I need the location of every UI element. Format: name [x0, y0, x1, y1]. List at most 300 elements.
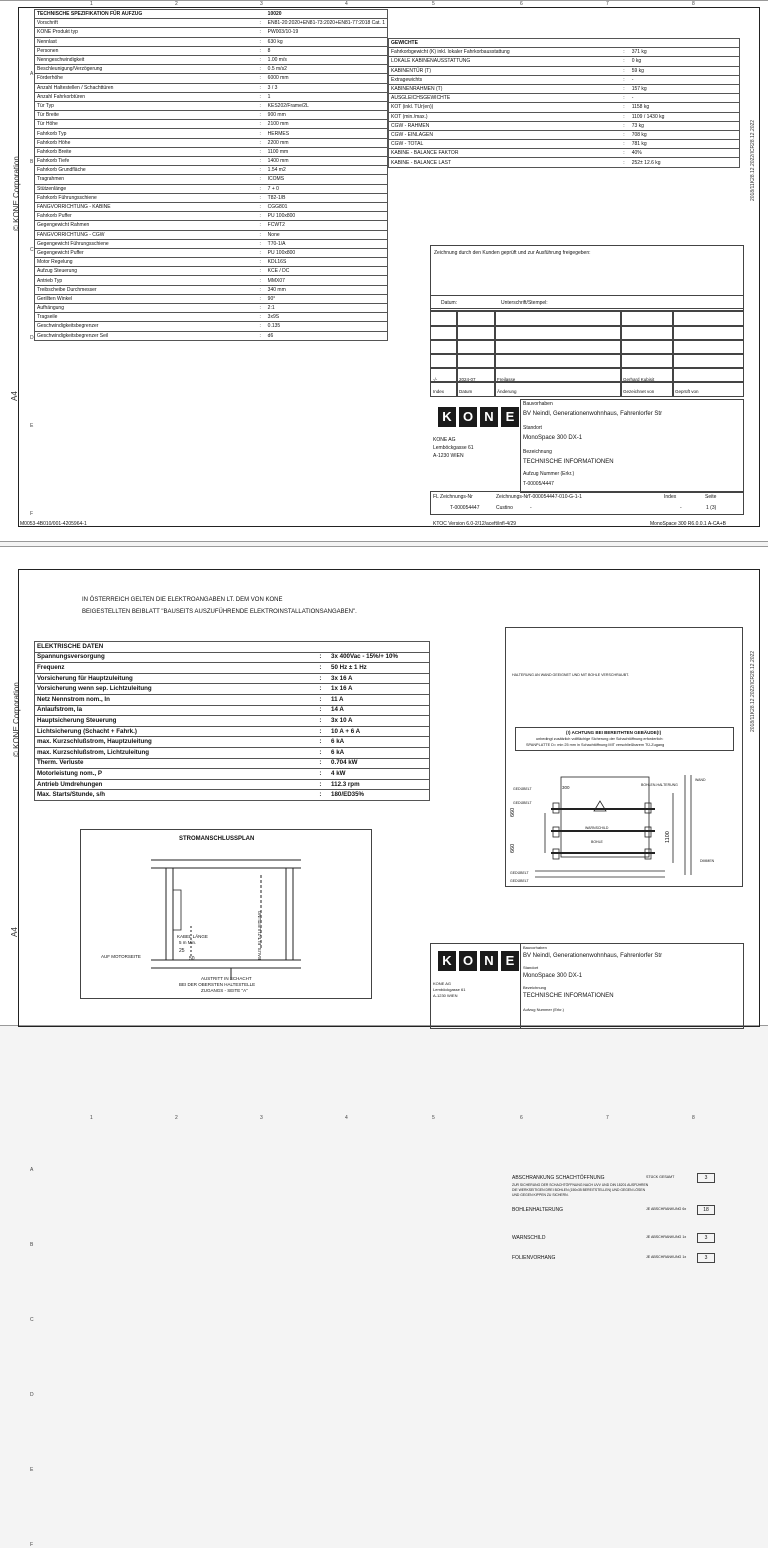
- separator: :: [255, 138, 266, 147]
- row-value: 157 kg: [630, 84, 740, 93]
- separator: :: [618, 130, 630, 139]
- table-row: [35, 652, 430, 663]
- aufzug-label: Aufzug Nummer (Erkr.): [523, 471, 575, 477]
- table-row: [35, 138, 388, 147]
- separator: :: [255, 313, 266, 322]
- kone-logo-letter: N: [480, 407, 498, 427]
- label-gedubelt-4: GEDÜBELT: [510, 879, 529, 883]
- row-label: Gerillten Winkel: [35, 294, 255, 303]
- index-value: -: [680, 505, 682, 511]
- row-value: 3x9S: [266, 313, 388, 322]
- footer-left: M0053-4B010/001-4205964-1: [20, 521, 87, 527]
- barrier-item-label: BOHLENHALTERUNG: [512, 1207, 564, 1213]
- power-connection-plan: [80, 829, 372, 999]
- row-value: 8: [266, 46, 388, 55]
- row-label: Spannungsversorgung: [35, 652, 312, 663]
- a4-label: A4: [10, 391, 19, 401]
- separator: :: [255, 322, 266, 331]
- separator: :: [312, 663, 329, 674]
- row-value: 3x 16 A: [329, 673, 429, 684]
- label-gedubelt-3: GEDÜBELT: [510, 871, 529, 875]
- row-value: 2200 mm: [266, 138, 388, 147]
- table-row: [35, 758, 430, 769]
- separator: :: [255, 212, 266, 221]
- dim-660-bottom: 660: [510, 843, 516, 853]
- table-row: [389, 94, 740, 103]
- label-wand: WAND: [695, 778, 706, 782]
- row-letter: A: [30, 1167, 34, 1173]
- row-value: PU 100x800: [266, 248, 388, 257]
- table-row: [35, 157, 388, 166]
- table-row: [389, 103, 740, 112]
- row-label: LOKALE KABINENAUSSTATTUNG: [389, 57, 619, 66]
- column-number: 1: [90, 1115, 93, 1121]
- barrier-item-label: ABSCHRANKUNG SCHACHTÖFFNUNG: [512, 1175, 605, 1181]
- row-label: Netz Nennstrom nom., In: [35, 694, 312, 705]
- kone-logo: [438, 407, 519, 427]
- separator: :: [255, 147, 266, 156]
- revision-text: Gerhard Kubisit: [623, 377, 655, 382]
- row-value: KCE / DC: [266, 267, 388, 276]
- row-value: FCWT2: [266, 221, 388, 230]
- separator: :: [255, 304, 266, 313]
- separator: :: [312, 716, 329, 727]
- bauvorhaben-label: Bauvorhaben: [523, 401, 553, 407]
- table-row: [35, 92, 388, 101]
- row-value: KDL16S: [266, 258, 388, 267]
- row-letter: B: [30, 1242, 34, 1248]
- dim-300: 300: [562, 785, 570, 790]
- row-value: T82-1/B: [266, 193, 388, 202]
- fl-drawing-label: FL Zeichnungs-Nr: [433, 494, 473, 500]
- separator: :: [255, 157, 266, 166]
- row-value: 1400 mm: [266, 157, 388, 166]
- separator: :: [618, 140, 630, 149]
- separator: :: [312, 769, 329, 780]
- bauvorhaben-value: BV Neindl, Generationenwohnhaus, Fahrenlorfer Str: [523, 411, 663, 417]
- separator: :: [312, 726, 329, 737]
- separator: :: [255, 46, 266, 55]
- row-letter: F: [30, 1542, 34, 1548]
- row-label: Vorschrift: [35, 19, 255, 28]
- barrier-note: UND GEGEN KIPPEN ZU SICHERN.: [512, 1193, 569, 1197]
- separator: :: [618, 149, 630, 158]
- notice-line-2: BEIGESTELLTEN BEIBLATT "BAUSEITS AUSZUFÜHRENDE ELEKTROINSTALLATIONSANGABEN".: [82, 609, 357, 615]
- separator: :: [255, 267, 266, 276]
- separator: :: [255, 166, 266, 175]
- separator: :: [618, 75, 630, 84]
- row-letter: F: [30, 511, 34, 517]
- row-label: Fahrkorb Puffer: [35, 212, 255, 221]
- row-label: Fahrkorb Grundfläche: [35, 166, 255, 175]
- row-label: Fahrkorb Tiefe: [35, 157, 255, 166]
- table-row: [35, 10, 388, 19]
- table-row: [35, 673, 430, 684]
- row-label: Beschleunigung/Verzögerung: [35, 65, 255, 74]
- cable-length-label: KABEL LÄNGE: [177, 934, 208, 939]
- separator: :: [255, 74, 266, 83]
- row-value: 11 A: [329, 694, 429, 705]
- kone-logo-letter: E: [501, 407, 519, 427]
- bauvorhaben-value: BV Neindl, Generationenwohnhaus, Fahrenlorfer Str: [523, 953, 663, 959]
- row-label: KOT (inkl. TUr(en)): [389, 103, 619, 112]
- separator: :: [312, 705, 329, 716]
- dim-50: 50: [189, 956, 195, 962]
- row-value: 180/ED35%: [329, 790, 429, 801]
- row-label: KOT (min./max.): [389, 112, 619, 121]
- row-label: Tragrahmen: [35, 175, 255, 184]
- table-row: [35, 642, 430, 653]
- revision-stamp: 2018/11K28.12.2022/ICR28.12.2022: [750, 119, 756, 201]
- table-row: [35, 129, 388, 138]
- table-row: [35, 37, 388, 46]
- row-label: max. Kurzschlußstrom, Lichtzuleitung: [35, 747, 312, 758]
- table-row: [35, 221, 388, 230]
- aufzug-value: T-00005/4447: [523, 481, 554, 487]
- barrier-item-qty: 3: [697, 1173, 715, 1183]
- row-letter: C: [30, 1317, 34, 1323]
- row-label: Fahrkorb Höhe: [35, 138, 255, 147]
- table-row: [35, 46, 388, 55]
- row-value: 1: [266, 92, 388, 101]
- label-gedubelt-1: GEDÜBELT: [513, 787, 532, 791]
- row-label: TECHNISCHE SPEZIFIKATION FÜR AUFZUG: [35, 10, 255, 19]
- revision-text: Datum: [459, 389, 473, 394]
- page-value: 1 (3): [706, 505, 717, 511]
- table-row: [35, 19, 388, 28]
- separator: :: [618, 57, 630, 66]
- label-warnschild: WARNSCHILD: [585, 826, 609, 830]
- row-value: PU 100x800: [266, 212, 388, 221]
- row-value: HERMES: [266, 129, 388, 138]
- separator: :: [312, 694, 329, 705]
- warning-line-3: SPANPLATTE D= min 25 mm in Schachtöffnung MIT verschließbarem TÜ-Zugang: [526, 743, 665, 747]
- table-row: [35, 83, 388, 92]
- column-number: 3: [260, 1, 263, 7]
- kone-logo-letter: O: [459, 951, 477, 971]
- row-value: 1.54 m2: [266, 166, 388, 175]
- row-label: Gegengewicht Führungsschiene: [35, 239, 255, 248]
- separator: :: [255, 37, 266, 46]
- row-value: 0.704 kW: [329, 758, 429, 769]
- barrier-item-rule: JE ABSCHRANKUNG 1x: [646, 1255, 687, 1259]
- company-line-2: Lemböckgasse 61: [433, 445, 474, 451]
- row-label: CGW - RAHMEN: [389, 121, 619, 130]
- revision-stamp: 2018/11K28.12.2022/ICR28.12.2022: [750, 650, 756, 732]
- row-letter: A: [30, 71, 34, 77]
- row-value: 7 + 0: [266, 184, 388, 193]
- label-gedubelt-2: GEDÜBELT: [513, 801, 532, 805]
- row-label: Geschwindigkeitsbegrenzer: [35, 322, 255, 331]
- separator: :: [255, 285, 266, 294]
- table-row: [35, 193, 388, 202]
- table-row: [35, 294, 388, 303]
- row-label: CGW - TOTAL: [389, 140, 619, 149]
- row-value: [329, 642, 429, 653]
- table-row: [35, 55, 388, 64]
- row-label: Frequenz: [35, 663, 312, 674]
- revision-text: Änderung: [497, 389, 517, 394]
- row-label: Tür Höhe: [35, 120, 255, 129]
- row-value: 1.00 m/s: [266, 55, 388, 64]
- separator: :: [255, 230, 266, 239]
- custino-label: Custino: [496, 505, 513, 511]
- company-line-1: KONE AG: [433, 437, 456, 443]
- row-label: Tragseile: [35, 313, 255, 322]
- footer-mid: KTOC Version 6.0-2/12/aceft/infl-4/29: [433, 521, 517, 527]
- kone-corporation-label: © KONE Corporation: [12, 156, 21, 231]
- row-label: Nennlast: [35, 37, 255, 46]
- row-value: CGG801: [266, 202, 388, 211]
- custino-value: -: [530, 505, 532, 511]
- kone-logo-letter: E: [501, 951, 519, 971]
- standort-label: Standort: [523, 425, 542, 431]
- index-label: Index: [664, 494, 677, 500]
- row-label: KABINENTÜR (T): [389, 66, 619, 75]
- bezeichnung-label: Bezeichnung: [523, 449, 552, 455]
- table-row: [35, 147, 388, 156]
- separator: :: [312, 737, 329, 748]
- separator: [312, 642, 329, 653]
- row-label: Max. Starts/Stunde, s/h: [35, 790, 312, 801]
- table-row: [35, 230, 388, 239]
- row-value: None: [266, 230, 388, 239]
- fl-drawing-value: T-000054447: [450, 505, 480, 511]
- separator: :: [255, 276, 266, 285]
- table-row: [389, 57, 740, 66]
- drawing-sheet-2: [0, 546, 768, 1548]
- electrical-data-table: [34, 641, 430, 801]
- separator: :: [312, 652, 329, 663]
- exit-label-1: AUSTRITT IN SCHACHT: [201, 976, 252, 981]
- separator: :: [255, 92, 266, 101]
- row-label: Lichtsicherung (Schacht + Fahrk.): [35, 726, 312, 737]
- table-row: [35, 684, 430, 695]
- separator: :: [618, 94, 630, 103]
- bezeichnung-label: Bezeichnung: [523, 985, 547, 990]
- row-label: Vorsicherung wenn sep. Lichtzuleitung: [35, 684, 312, 695]
- table-row: [35, 120, 388, 129]
- separator: [255, 10, 266, 19]
- row-label: Extragewichts: [389, 75, 619, 84]
- row-label: Fahrkorbgewicht (K) inkl. lokaler Fahrkorbausstattung: [389, 48, 619, 57]
- table-row: [35, 726, 430, 737]
- separator: :: [312, 790, 329, 801]
- row-value: 40%: [630, 149, 740, 158]
- row-label: Fahrkorb Führungsschiene: [35, 193, 255, 202]
- barrier-item-qty: 3: [697, 1253, 715, 1263]
- row-value: 0 kg: [630, 57, 740, 66]
- table-row: [389, 66, 740, 75]
- row-label: Motor Regelung: [35, 258, 255, 267]
- table-row: [35, 285, 388, 294]
- table-row: [35, 304, 388, 313]
- approval-text: Zeichnung durch den Kunden geprüft und zur Ausführung freigegeben:: [434, 250, 591, 256]
- separator: :: [255, 111, 266, 120]
- row-value: 4 kW: [329, 769, 429, 780]
- barrier-item-qty: 18: [697, 1205, 715, 1215]
- barrier-item-rule: STÜCK GESAMT: [646, 1175, 675, 1179]
- separator: :: [255, 331, 266, 340]
- separator: :: [255, 258, 266, 267]
- row-label: Tür Breite: [35, 111, 255, 120]
- separator: :: [618, 103, 630, 112]
- row-label: Stützenlänge: [35, 184, 255, 193]
- standort-value: MonoSpace 300 DX-1: [523, 435, 583, 441]
- barrier-item-rule: JE ABSCHRANKUNG 1x: [646, 1235, 687, 1239]
- row-label: KONE Produkt typ: [35, 28, 255, 37]
- row-label: Aufzug Steuerung: [35, 267, 255, 276]
- row-value: 900 mm: [266, 111, 388, 120]
- column-number: 1: [90, 1, 93, 7]
- separator: :: [255, 101, 266, 110]
- row-label: ELEKTRISCHE DATEN: [35, 642, 312, 653]
- table-row: [35, 331, 388, 340]
- notice-line-1: IN ÖSTERREICH GELTEN DIE ELEKTROANGABEN LT. DEM VON KONE: [82, 597, 283, 603]
- barrier-note: ZUR SICHERUNG DER SCHACHTÖFFNUNG NACH UVV UND DIN 18201 AUSFÜHREN: [512, 1183, 649, 1187]
- company-line-3: A-1230 WIEN: [433, 993, 458, 998]
- label-dimmen: DIMMEN: [700, 859, 715, 863]
- row-label: Personen: [35, 46, 255, 55]
- row-value: EN81-20:2020+EN81-73:2020+EN81-77:2018 Cat. 1: [266, 19, 388, 28]
- row-letter: B: [30, 159, 34, 165]
- row-label: Aufhängung: [35, 304, 255, 313]
- row-value: MMX07: [266, 276, 388, 285]
- row-value: 1109 / 1430 kg: [630, 112, 740, 121]
- table-row: [389, 48, 740, 57]
- row-label: Fahrkorb Typ: [35, 129, 255, 138]
- row-value: 6 kA: [329, 747, 429, 758]
- revision-text: Geprüft von: [675, 389, 699, 394]
- row-label: Anzahl Fahrkorbtüren: [35, 92, 255, 101]
- table-row: [35, 101, 388, 110]
- row-label: Treibscheibe Durchmesser: [35, 285, 255, 294]
- row-label: CGW - EINLAGEN: [389, 130, 619, 139]
- revision-text: Gezeichnet von: [623, 389, 655, 394]
- table-row: [35, 694, 430, 705]
- separator: :: [312, 758, 329, 769]
- row-value: [630, 39, 740, 48]
- row-value: 3 / 3: [266, 83, 388, 92]
- row-label: Antrieb Umdrehungen: [35, 779, 312, 790]
- table-row: [35, 663, 430, 674]
- column-number: 3: [260, 1115, 263, 1121]
- separator: :: [618, 84, 630, 93]
- table-row: [389, 130, 740, 139]
- shaft-barrier-drawing: [505, 753, 741, 883]
- kone-corporation-label: © KONE Corporation: [12, 682, 21, 757]
- column-number: 7: [606, 1115, 609, 1121]
- separator: :: [255, 55, 266, 64]
- row-label: Antrieb Typ: [35, 276, 255, 285]
- standort-value: MonoSpace 300 DX-1: [523, 973, 583, 979]
- label-bohlenhalterung: BOHLEN-HALTERUNG: [641, 783, 678, 787]
- separator: :: [255, 239, 266, 248]
- row-label: Geschwindigkeitsbegrenzer Seil: [35, 331, 255, 340]
- dim-25: 25: [179, 948, 185, 954]
- row-value: 252± 12.6 kg: [630, 158, 740, 167]
- row-value: ICOMS: [266, 175, 388, 184]
- column-number: 5: [432, 1, 435, 7]
- row-value: 73 kg: [630, 121, 740, 130]
- table-row: [35, 267, 388, 276]
- table-row: [35, 65, 388, 74]
- revision-text: 2024-07: [459, 377, 476, 382]
- aufzug-label: Aufzug Nummer (Erkr.): [523, 1007, 564, 1012]
- barrier-note: DIE WERKSEITIGEN DREI BOHLEN (150x35 BEREITSTELLEN) UND GEGEN LÖSEN: [512, 1188, 646, 1192]
- table-row: [389, 149, 740, 158]
- separator: :: [618, 158, 630, 167]
- table-row: [35, 705, 430, 716]
- row-label: KABINE - BALANCE LAST: [389, 158, 619, 167]
- kone-logo-letter: O: [459, 407, 477, 427]
- separator: :: [312, 747, 329, 758]
- table-row: [389, 39, 740, 48]
- bezeichnung-value: TECHNISCHE INFORMATIONEN: [523, 993, 614, 999]
- table-row: [35, 28, 388, 37]
- row-value: 10 A + 6 A: [329, 726, 429, 737]
- row-label: AUSGLEICHSGEWICHTE: [389, 94, 619, 103]
- row-letter: E: [30, 1467, 34, 1473]
- plan-title: STROMANSCHLUSSPLAN: [179, 836, 255, 842]
- row-letter: D: [30, 1392, 34, 1398]
- company-line-2: Lemböckgasse 61: [433, 987, 466, 992]
- table-row: [389, 121, 740, 130]
- signature-label: Unterschrift/Stempel:: [501, 300, 548, 306]
- row-label: GEWICHTE: [389, 39, 619, 48]
- bohlen-note: HALTERUNG AN WAND GEEIGNET UND MIT BOHLE VERSCHRAUBT.: [512, 673, 629, 677]
- table-row: [35, 790, 430, 801]
- row-label: max. Kurzschlußstrom, Hauptzuleitung: [35, 737, 312, 748]
- separator: :: [255, 184, 266, 193]
- row-value: 3x 10 A: [329, 716, 429, 727]
- row-label: Fahrkorb Breite: [35, 147, 255, 156]
- separator: :: [618, 121, 630, 130]
- row-label: Gegengewicht Puffer: [35, 248, 255, 257]
- table-row: [35, 111, 388, 120]
- separator: :: [255, 175, 266, 184]
- table-row: [35, 74, 388, 83]
- barrier-item-qty: 3: [697, 1233, 715, 1243]
- table-row: [35, 212, 388, 221]
- warning-line-2: unbedingt zusätzlich vollflächige Sicherung der Schachtöffnung erforderlich:: [536, 737, 664, 741]
- table-row: [389, 112, 740, 121]
- row-value: 2100 mm: [266, 120, 388, 129]
- row-value: 6000 mm: [266, 74, 388, 83]
- revision-text: -/-: [433, 377, 438, 382]
- table-row: [35, 175, 388, 184]
- column-number: 6: [520, 1115, 523, 1121]
- table-row: [389, 140, 740, 149]
- table-row: [389, 158, 740, 167]
- separator: :: [255, 129, 266, 138]
- power-plan-drawing: [81, 830, 371, 998]
- row-value: 112.3 rpm: [329, 779, 429, 790]
- warning-box: [515, 727, 734, 751]
- row-label: KABINE - BALANCE FAKTOR: [389, 149, 619, 158]
- row-label: Therm. Verluste: [35, 758, 312, 769]
- exit-label-3: ZUGANGS - SEITE "A": [201, 988, 248, 993]
- kone-logo: [438, 951, 519, 971]
- column-number: 8: [692, 1, 695, 7]
- separator: :: [255, 83, 266, 92]
- row-value: 0.5 m/s2: [266, 65, 388, 74]
- separator: :: [255, 248, 266, 257]
- cable-length-min: 5 m Min.: [179, 940, 197, 945]
- column-number: 8: [692, 1115, 695, 1121]
- row-value: T70-1/A: [266, 239, 388, 248]
- drawing-sheet-1: [0, 0, 768, 542]
